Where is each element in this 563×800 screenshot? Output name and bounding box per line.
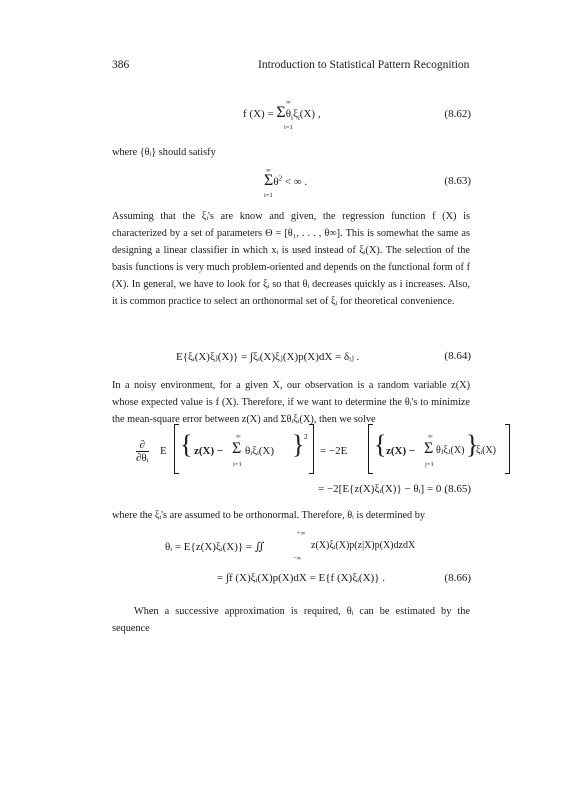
partial-derivative — [136, 439, 149, 464]
eq-number-8-64: (8.64) — [444, 350, 471, 362]
eq-8-63-sum-bottom: i=1 — [264, 192, 273, 199]
eq-8-63-sum-top: ∞ — [266, 167, 271, 174]
eq-number-8-63: (8.63) — [444, 175, 471, 187]
paragraph-1: Assuming that the ξᵢ's are know and given, the regression function f (X) is characterized by a set of parameters Θ = [θ₁, . . . , θ∞]. This is somewhat the same as designing a linear classifier in which xᵢ is used instead of ξᵢ(X). The selection of the basis functions is very much problem-oriented and depends on the functional form of f (X). In general, we have to look for ξᵢ so that θᵢ decreases quickly as i increases. Also, it is common practice to select an orthonormal set of ξᵢ for theoretical convenience. — [112, 211, 470, 307]
eq-number-8-65: (8.65) — [444, 483, 471, 495]
eq-8-66-lim-top: +∞ — [297, 530, 306, 537]
eq-8-62-lhs: f (X) = — [243, 108, 277, 120]
paragraph-2: In a noisy environment, for a given X, our observation is a random variable z(X) whose expected value is f (X). Therefore, if we want to determine the θᵢ's to minimize the mean-square error between z(X) and Σθᵢξᵢ(X), then we solve — [112, 380, 470, 425]
equation-8-63 — [264, 172, 307, 190]
eq-8-65-E: E — [160, 445, 167, 457]
equation-8-62 — [243, 104, 321, 122]
sum-symbol: Σ — [232, 440, 242, 457]
left-brace: { — [180, 430, 193, 459]
eq-8-65-inner-right: θᵢξᵢ(X) — [245, 445, 275, 457]
eq-number-8-62: (8.62) — [444, 108, 471, 120]
partial-num: ∂ — [136, 439, 149, 452]
running-title: Introduction to Statistical Pattern Recognition — [258, 59, 470, 71]
left-brace-2: { — [374, 430, 387, 459]
eq-8-66-lim-bottom: −∞ — [293, 555, 302, 562]
right-bracket — [309, 424, 314, 474]
eq-8-62-term: θ — [285, 108, 291, 120]
left-bracket-2 — [368, 424, 373, 474]
sum-symbol: Σ — [424, 440, 434, 457]
eq-8-65-inner2-right: θⱼξⱼ(X) — [436, 445, 465, 456]
eq-8-66-line2: = ∫f (X)ξᵢ(X)p(X)dX = E{f (X)ξᵢ(X)} . — [217, 572, 385, 584]
sum-symbol: Σ — [276, 104, 286, 121]
eq-8-65-sum-bottom-2: j=1 — [425, 461, 434, 468]
eq-8-62-sum-bottom: i=1 — [284, 124, 293, 131]
eq-8-65-line2: = −2[E{z(X)ξᵢ(X)} − θᵢ] = 0 , — [318, 483, 447, 495]
eq-8-65-xi-out: ξᵢ(X) — [476, 445, 496, 456]
eq-8-65-square: 2 — [304, 432, 308, 441]
eq-8-66-line1-rest: z(X)ξᵢ(X)p(z|X)p(X)dzdX — [311, 540, 416, 551]
where-clause: where {θᵢ} should satisfy — [112, 147, 216, 158]
eq-8-65-inner-left: z(X) − — [194, 445, 224, 457]
right-bracket-2 — [505, 424, 510, 474]
paragraph-4: When a successive approximation is required, θᵢ can be estimated by the sequence — [112, 606, 470, 634]
eq-8-66-line1: θᵢ = E{z(X)ξᵢ(X)} = ∬ — [165, 541, 265, 553]
eq-8-65-sum-bottom-1: i=1 — [233, 461, 242, 468]
eq-8-62-rest: (X) , — [299, 108, 321, 120]
equation-8-64: E{ξᵢ(X)ξⱼ(X)} = ∫ξᵢ(X)ξⱼ(X)p(X)dX = δᵢⱼ . — [176, 351, 360, 363]
sum-symbol: Σ — [264, 172, 274, 189]
eq-8-65-inner2: z(X) − — [386, 445, 416, 457]
eq-8-62-sub2: i — [297, 114, 300, 123]
page-number: 386 — [112, 59, 130, 71]
right-brace-2: } — [466, 430, 479, 459]
eq-8-63-sup: 2 — [278, 174, 283, 183]
eq-8-65-sum-top-2: ∞ — [428, 433, 433, 440]
eq-8-62-xi: ξ — [292, 108, 298, 120]
partial-den: ∂θᵢ — [136, 452, 149, 464]
eq-number-8-66: (8.66) — [444, 572, 471, 584]
eq-8-62-sub: i — [290, 114, 293, 123]
eq-8-63-term: θ — [273, 176, 279, 188]
right-brace: } — [292, 430, 305, 459]
eq-8-62-sum-top: ∞ — [286, 99, 291, 106]
eq-8-63-rest: < ∞ . — [282, 176, 308, 188]
left-bracket — [174, 424, 179, 474]
eq-8-65-mid: = −2E — [320, 445, 348, 457]
eq-8-65-sum-top-1: ∞ — [236, 433, 241, 440]
paragraph-3: where the ξᵢ's are assumed to be orthonormal. Therefore, θᵢ is determined by — [112, 510, 426, 521]
